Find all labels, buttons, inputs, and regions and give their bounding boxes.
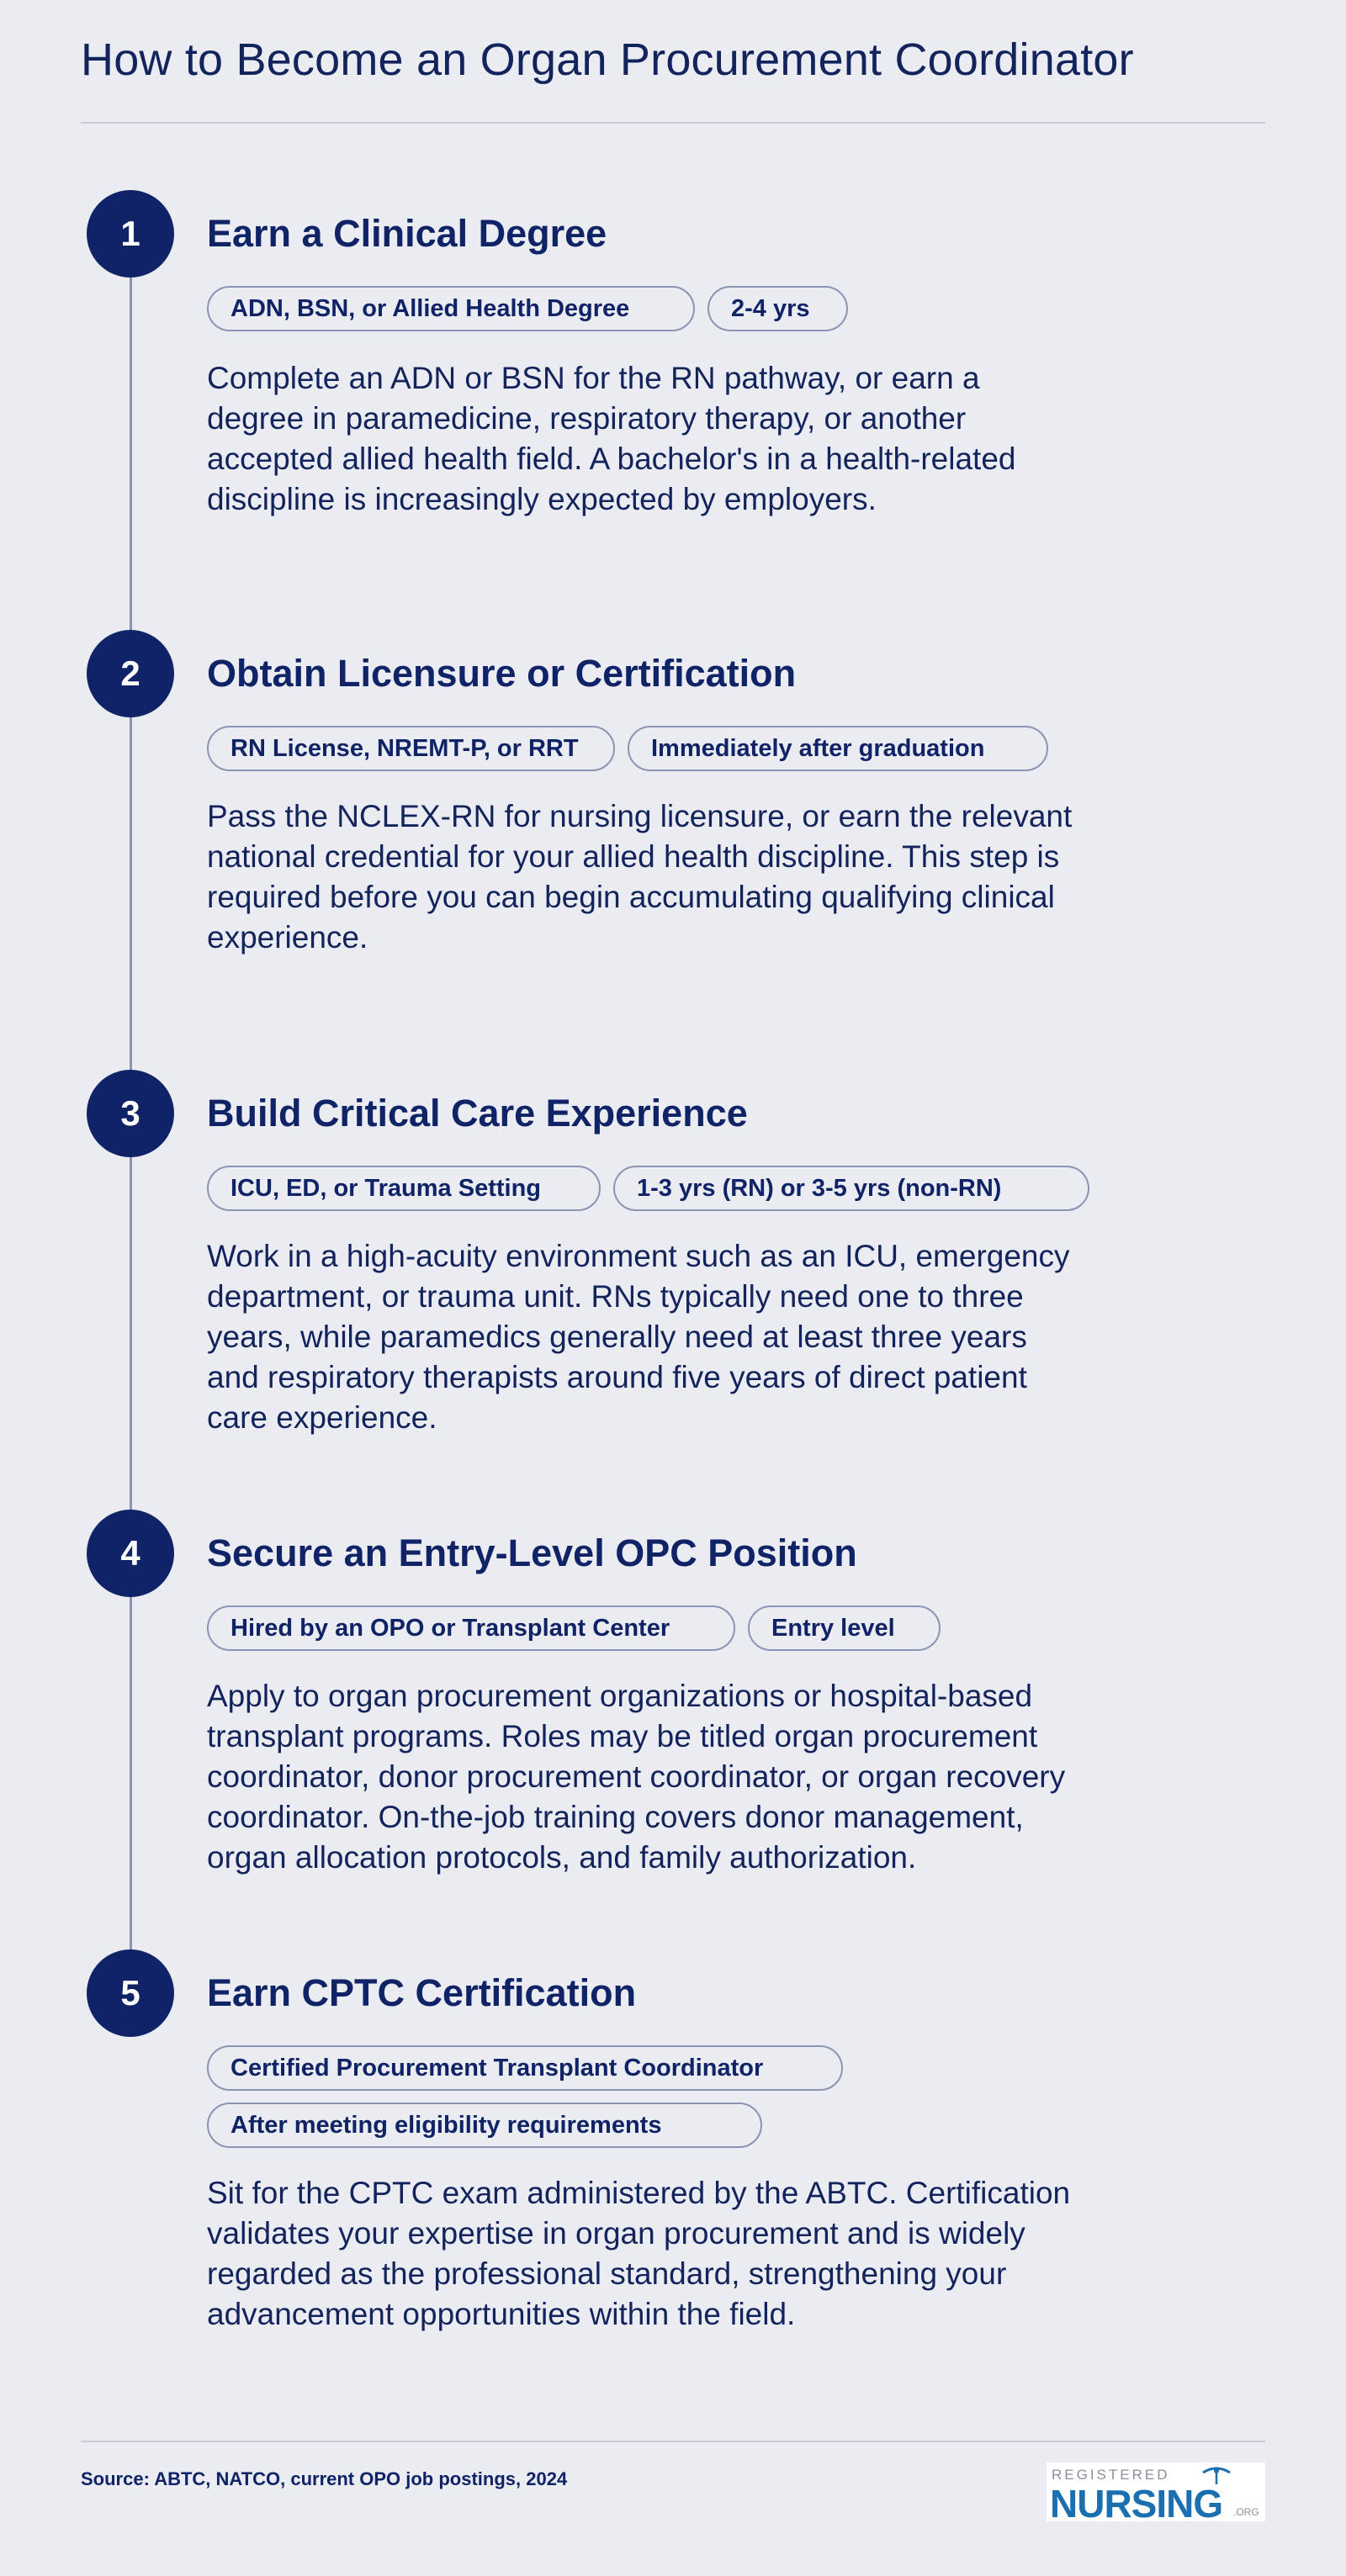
step-description: Apply to organ procurement organizations or hospital-based transplant programs. Roles may be titled organ procurement coordinator, donor procurement coordinator, or organ recovery coordinator. On-the-job training covers donor management, organ allocation protocols, and family authorization.: [207, 1679, 1066, 1875]
duration-badge: 2-4 yrs: [707, 286, 848, 331]
timing-badge: After meeting eligibility requirements: [207, 2103, 762, 2148]
step-description: Sit for the CPTC exam administered by the ABTC. Certification validates your expertise in organ procurement and is widely regarded as the professional standard, strengthening your advancement opportunities within the field.: [207, 2176, 1071, 2331]
logo-main-text: NURSING: [1050, 2482, 1223, 2526]
step-number: 1: [87, 190, 174, 278]
logo-top-text: REGISTERED: [1052, 2467, 1170, 2483]
source-note: Source: ABTC, NATCO, current OPO job postings, 2024: [81, 2468, 568, 2489]
step-title: Secure an Entry-Level OPC Position: [207, 1531, 857, 1574]
employer-badge: Hired by an OPO or Transplant Center: [207, 1605, 735, 1651]
logo-suffix-text: .ORG: [1233, 2506, 1259, 2518]
step-number: 2: [87, 630, 174, 717]
step-number: 5: [87, 1949, 174, 2037]
footer-divider: [81, 2441, 1265, 2442]
setting-badge: ICU, ED, or Trauma Setting: [207, 1166, 601, 1211]
step-description: Complete an ADN or BSN for the RN pathway, or earn a degree in paramedicine, respiratory therapy, or another accepted allied health field. A bachelor's in a health-related discipline is increasingly expected by employers.: [207, 361, 1016, 516]
caduceus-icon: [1201, 2466, 1232, 2484]
title-divider: [81, 122, 1265, 124]
page-title: How to Become an Organ Procurement Coordinator: [81, 34, 1134, 85]
credential-badge: RN License, NREMT-P, or RRT: [207, 726, 615, 771]
step-title: Earn a Clinical Degree: [207, 212, 607, 255]
duration-badge: Immediately after graduation: [628, 726, 1048, 771]
level-badge: Entry level: [748, 1605, 941, 1651]
step-title: Earn CPTC Certification: [207, 1971, 637, 2014]
duration-badge: 1-3 yrs (RN) or 3-5 yrs (non-RN): [613, 1166, 1089, 1211]
step-number: 4: [87, 1510, 174, 1597]
registered-nursing-logo: [1047, 2462, 1265, 2526]
step-description: Pass the NCLEX-RN for nursing licensure, or earn the relevant national credential for your allied health discipline. This step is required before you can begin accumulating qualifying clinical experience.: [207, 799, 1073, 955]
step-number: 3: [87, 1070, 174, 1157]
step-title: Build Critical Care Experience: [207, 1092, 748, 1135]
certification-badge: Certified Procurement Transplant Coordinator: [207, 2045, 843, 2091]
credential-badge: ADN, BSN, or Allied Health Degree: [207, 286, 695, 331]
step-title: Obtain Licensure or Certification: [207, 652, 797, 695]
step-description: Work in a high-acuity environment such as an ICU, emergency department, or trauma unit. RNs typically need one to three years, while paramedics generally need at least three years and respiratory therapists around five years of direct patient care experience.: [207, 1239, 1070, 1435]
